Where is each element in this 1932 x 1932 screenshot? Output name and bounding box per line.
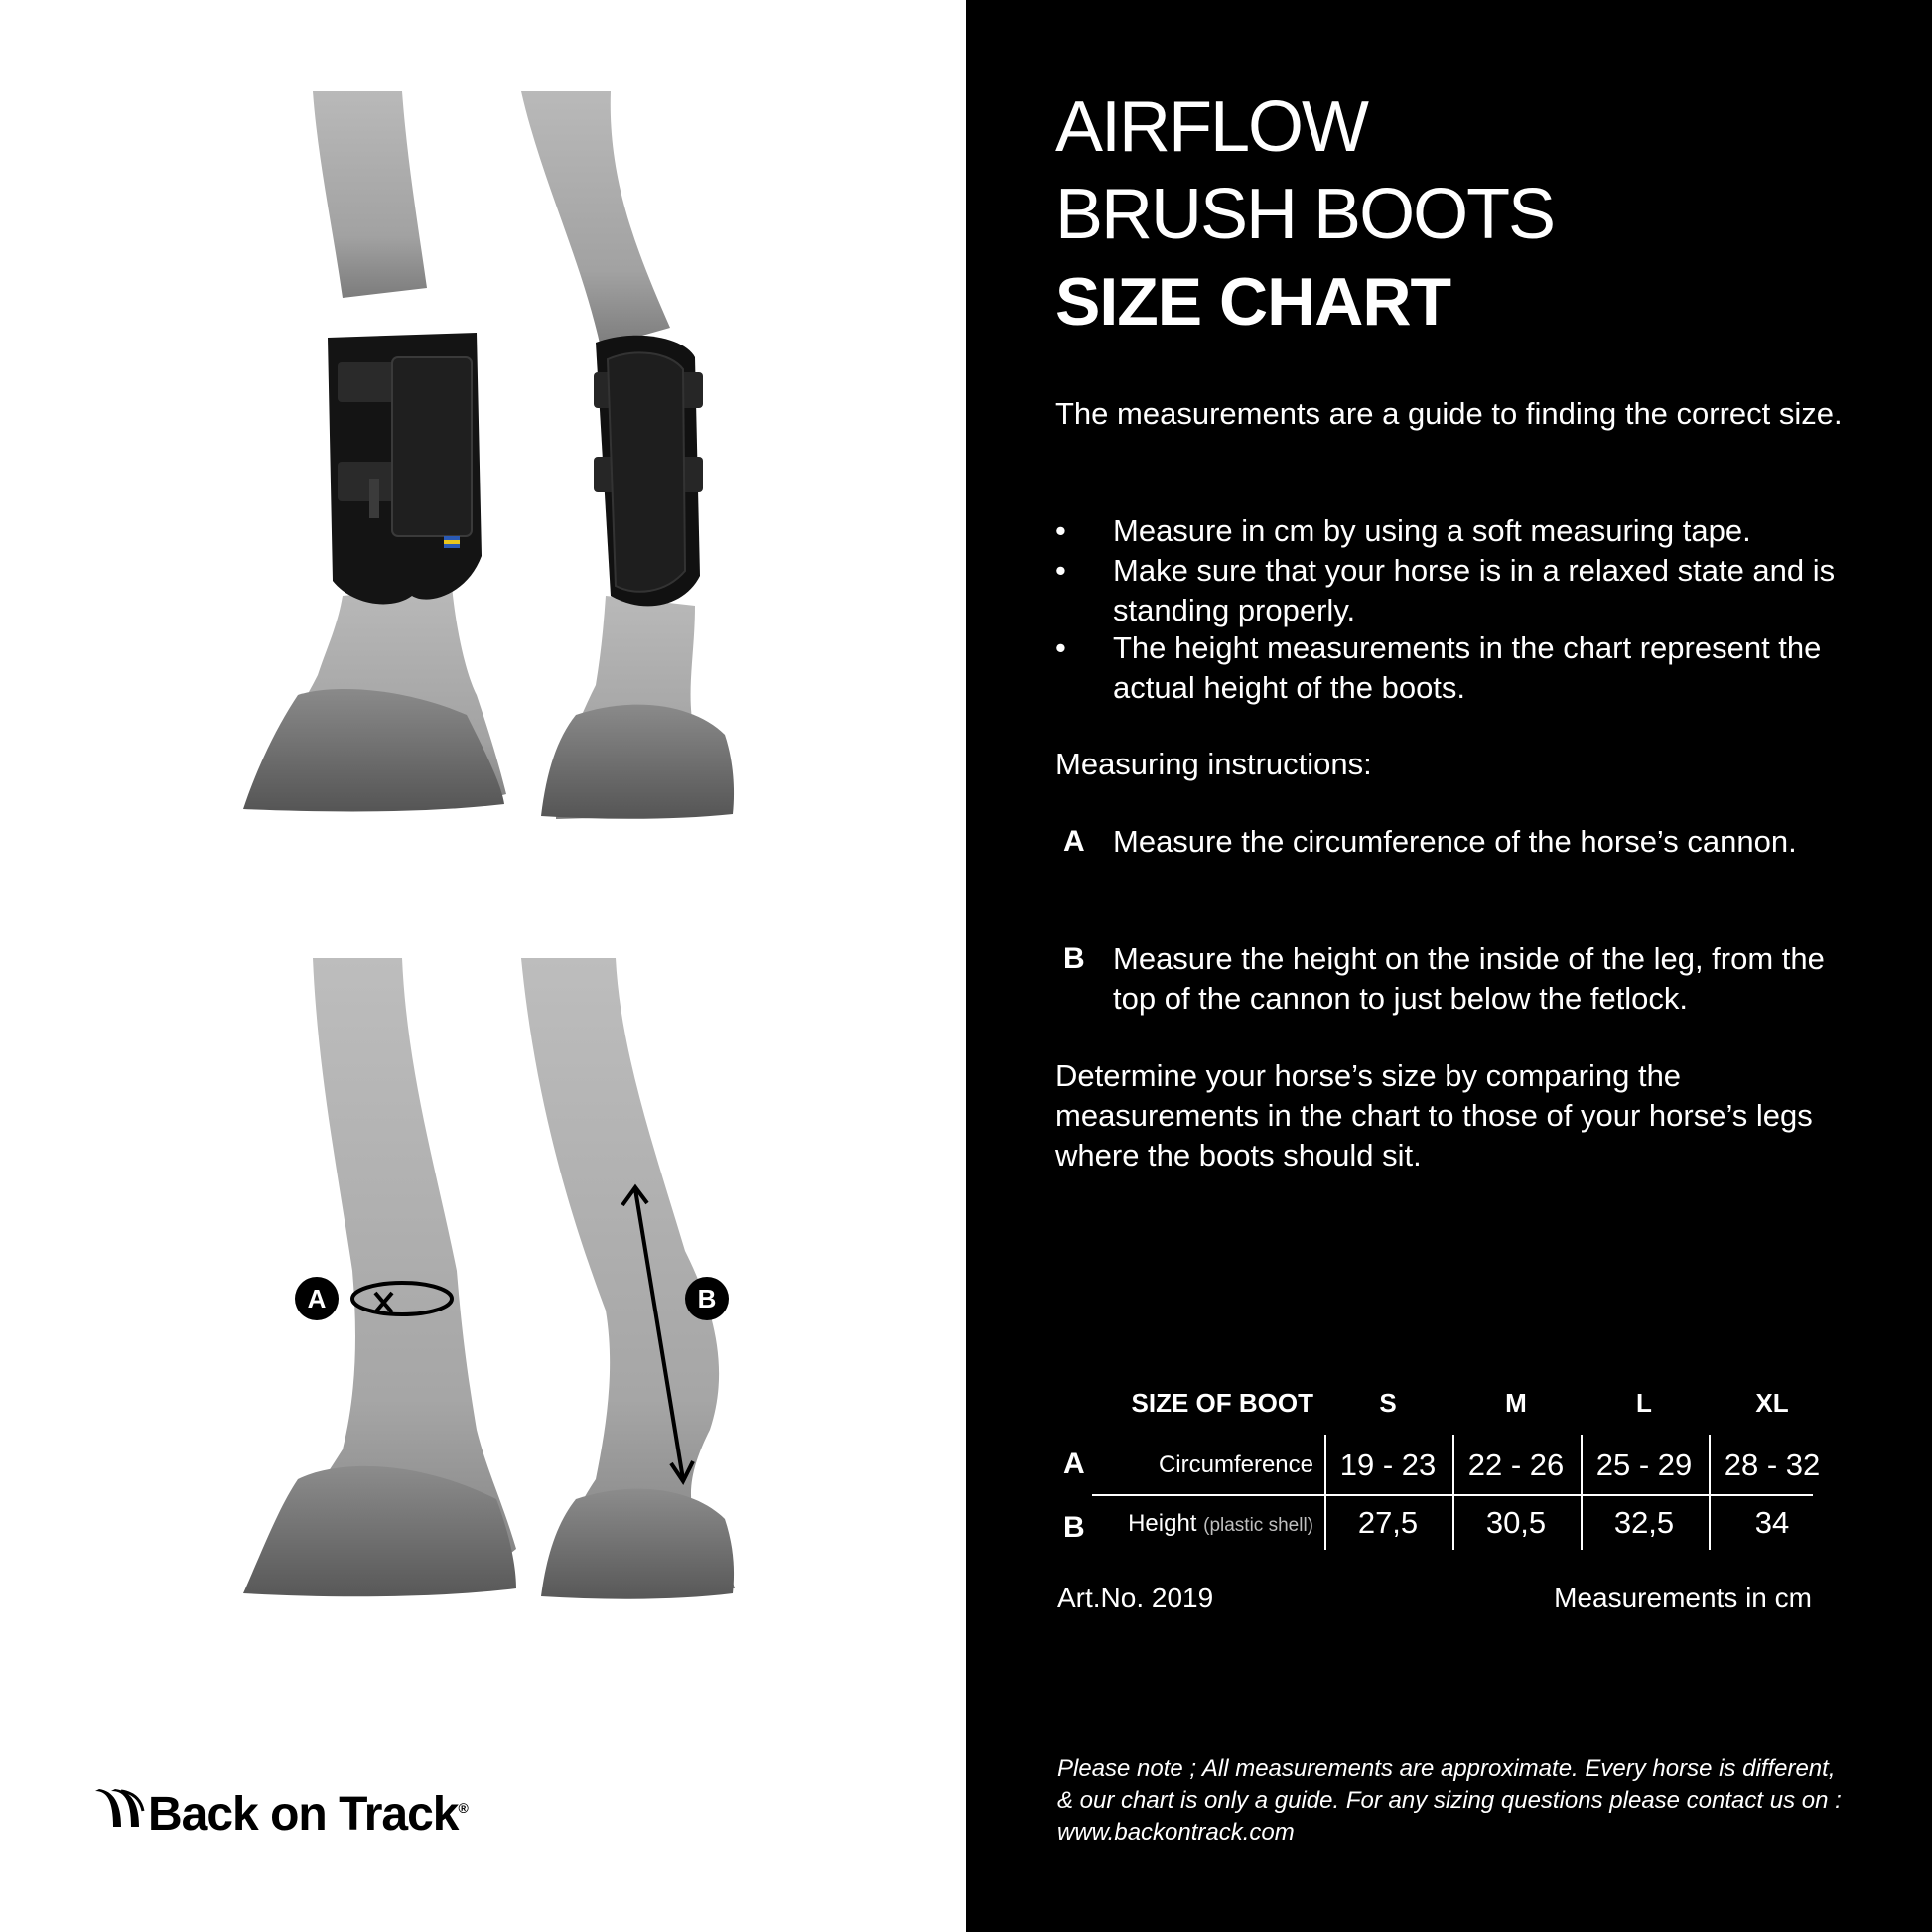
bullet-text: Measure in cm by using a soft measuring tape.	[1113, 513, 1751, 548]
table-cell: 30,5	[1485, 1505, 1547, 1540]
table-cell: 25 - 29	[1595, 1448, 1693, 1482]
intro-paragraph: The measurements are a guide to finding the correct size.	[1055, 396, 1843, 431]
disclaimer: Please note ; All measurements are approximate. Every horse is different, & our chart is only a guide. For any sizing questions please contact us on : www.backontrack.com	[1057, 1755, 1842, 1846]
right-boot	[594, 336, 703, 607]
table-header-size: M	[1505, 1388, 1527, 1418]
title-line-1: AIRFLOW	[1055, 87, 1368, 167]
table-cell: 34	[1754, 1505, 1790, 1540]
table-cell: 28 - 32	[1724, 1448, 1821, 1482]
bullet-symbol: •	[1055, 630, 1066, 665]
row-b-letter: B	[1063, 1511, 1085, 1544]
row-label-note: (plastic shell)	[1203, 1515, 1313, 1536]
table-header-size: XL	[1755, 1388, 1789, 1418]
measurement-diagram	[0, 953, 966, 1727]
info-panel	[966, 0, 1932, 1932]
right-hoof	[541, 705, 734, 819]
step-a-text: Measure the circumference of the horse’s cannon.	[1113, 824, 1797, 859]
article-number: Art.No. 2019	[1057, 1583, 1214, 1613]
title-size-chart: SIZE CHART	[1055, 264, 1450, 340]
table-cell: 19 - 23	[1339, 1448, 1437, 1482]
table-header-size: L	[1636, 1388, 1652, 1418]
title-line-2: BRUSH BOOTS	[1055, 175, 1555, 254]
table-column-divider	[1709, 1435, 1711, 1550]
left-leg-top	[313, 91, 427, 298]
brand-reg: ®	[458, 1800, 468, 1816]
right-leg-top	[521, 91, 670, 347]
row-label-text: Circumference	[1158, 1451, 1313, 1478]
left-boot	[328, 333, 482, 604]
label-b-badge: B	[685, 1277, 729, 1320]
table-column-divider	[1581, 1435, 1583, 1550]
legs-with-boots-illustration	[0, 0, 966, 894]
row-a-letter: A	[1063, 1448, 1085, 1480]
step-b-text: Measure the height on the inside of the leg, from the top of the cannon to just below the fetlock.	[1113, 941, 1825, 1016]
bullet-text: The height measurements in the chart represent the actual height of the boots.	[1113, 630, 1822, 705]
step-a-letter: A	[1063, 825, 1085, 858]
bullet-symbol: •	[1055, 513, 1066, 548]
table-column-divider	[1452, 1435, 1454, 1550]
row-b-label	[1065, 1510, 1313, 1538]
step-b-letter: B	[1063, 942, 1085, 975]
table-cell: 27,5	[1357, 1505, 1419, 1540]
table-header-size: S	[1379, 1388, 1397, 1418]
table-cell: 22 - 26	[1467, 1448, 1565, 1482]
row-a-label	[1085, 1451, 1313, 1479]
table-cell: 32,5	[1613, 1505, 1675, 1540]
row-label-text: Height	[1128, 1510, 1197, 1537]
bullet-text: Make sure that your horse is in a relaxed state and is standing properly.	[1113, 553, 1836, 627]
units-note: Measurements in cm	[1554, 1583, 1812, 1613]
table-column-divider	[1324, 1435, 1326, 1550]
label-a-badge: A	[295, 1277, 339, 1320]
instructions-heading: Measuring instructions:	[1055, 747, 1372, 781]
bullet-symbol: •	[1055, 553, 1066, 588]
determine-paragraph: Determine your horse’s size by comparing the measurements in the chart to those of your horse’s legs where the boots should sit.	[1055, 1058, 1813, 1173]
table-header-size-of-boot: SIZE OF BOOT	[1131, 1388, 1313, 1418]
brand-name: Back on Track	[148, 1788, 459, 1841]
diagram-right-hoof	[541, 1489, 734, 1599]
brand-mark-icon	[93, 1787, 145, 1831]
